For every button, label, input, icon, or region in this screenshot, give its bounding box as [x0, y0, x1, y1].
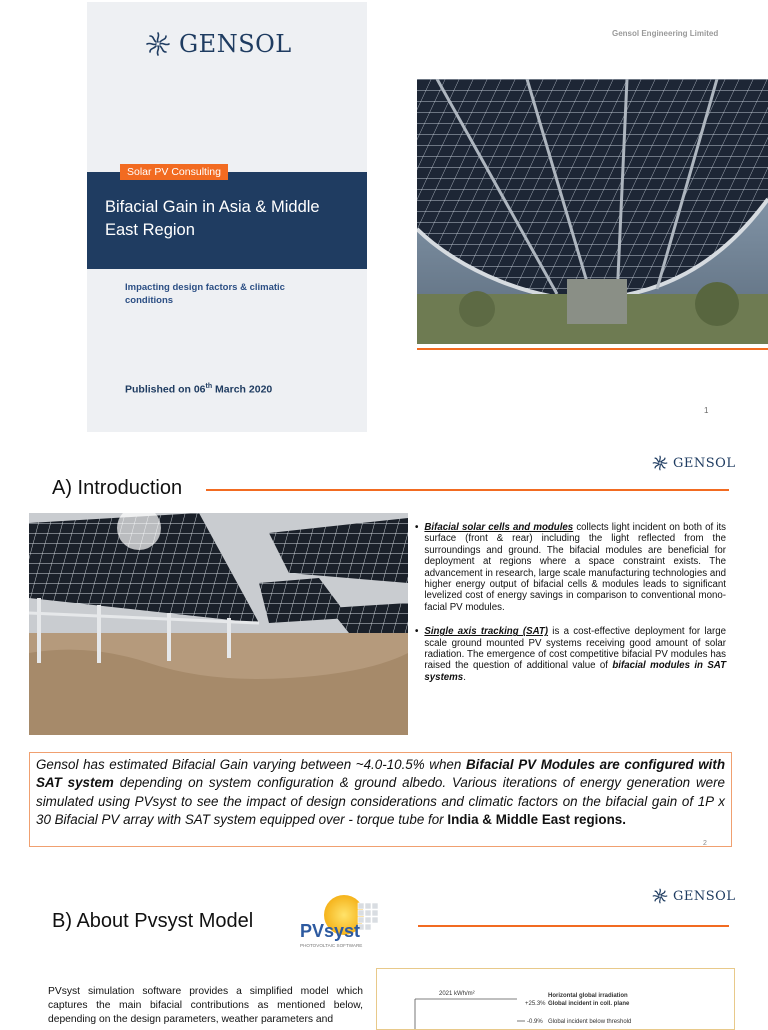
diagram-pct: +25.3%: [525, 1001, 546, 1007]
list-item: • Single axis tracking (SAT) is a cost-effective deployment for large scale ground mounted PV systems receiving good amount of solar radiation. The emergence of cost competitive bifacial PV modules has raised the question of additional value of bifacial modules in SAT systems.: [415, 626, 726, 683]
diagram-value: 2021 kWh/m²: [439, 991, 475, 997]
pvsyst-body-text: PVsyst simulation software provides a simplified model which captures the main bifacial contributions as mentioned below, depending on the design parameters, weather parameters and: [48, 986, 363, 1025]
page-number: 1: [704, 406, 709, 415]
diagram-pct: -0.9%: [527, 1019, 543, 1025]
bifacial-panel-photo: [417, 79, 768, 344]
gensol-logo: [652, 455, 735, 471]
company-name: Gensol Engineering Limited: [612, 29, 719, 38]
pvsyst-divider: [418, 925, 729, 927]
pvsyst-logo: [298, 893, 386, 949]
diagram-label: Global incident in coll. plane: [548, 1001, 630, 1007]
gensol-star-icon: [652, 455, 668, 471]
pvsyst-wordmark: PVsyst: [300, 921, 361, 941]
cover-title: Bifacial Gain in Asia & Middle East Region: [105, 198, 320, 239]
gensol-wordmark: GENSOL: [673, 455, 736, 471]
sat-field-photo: [29, 513, 408, 735]
intro-heading: A) Introduction: [52, 477, 183, 499]
intro-bullets: [415, 522, 726, 696]
page-number: 2: [703, 840, 707, 847]
gensol-wordmark: GENSOL: [179, 30, 292, 58]
intro-divider: [206, 489, 729, 491]
list-item: • Bifacial solar cells and modules collects light incident on both of its surface (front & rear) including the light reflected from the surroundings and ground. The bifacial modules are beneficial for deployment at regions where a space constraint exists. The advancement in research, large scale manufacturing technologies and higher energy output of bifacial cells & modules leads to significant levelized cost of energy savings in comparison to conventional mono-facial PV modules.: [415, 522, 727, 613]
bullet-icon: •: [415, 626, 419, 638]
gensol-wordmark: GENSOL: [673, 888, 736, 904]
gensol-logo: [145, 30, 292, 58]
summary-box: Gensol has estimated Bifacial Gain varying between ~4.0-10.5% when Bifacial PV Modules are configured with SAT system depending on system configuration & ground albedo. Various iterations of energy generation were simulated using PVsyst to see the impact of design considerations and climatic factors on the bifacial gain of 1P x 30 Bifacial PV array with SAT system equipped over - torque tube for India & Middle East regions.: [29, 752, 732, 847]
gensol-star-icon: [145, 31, 171, 57]
loss-diagram: [376, 968, 735, 1030]
bullet-icon: •: [415, 522, 419, 533]
cover-tag: Solar PV Consulting: [120, 164, 228, 180]
cover-slide: [87, 2, 367, 432]
diagram-label: Global incident below threshold: [548, 1019, 632, 1025]
diagram-label: Horizontal global irradiation: [548, 993, 628, 999]
gensol-logo: [652, 888, 735, 904]
cover-divider: [417, 348, 768, 350]
published-date: Published on 06th March 2020: [125, 383, 273, 396]
pvsyst-heading: B) About Pvsyst Model: [52, 910, 254, 932]
pvsyst-caption: PHOTOVOLTAIC SOFTWARE: [300, 943, 363, 948]
cover-subtitle: Impacting design factors & climatic conditions: [125, 282, 285, 306]
gensol-star-icon: [652, 888, 668, 904]
